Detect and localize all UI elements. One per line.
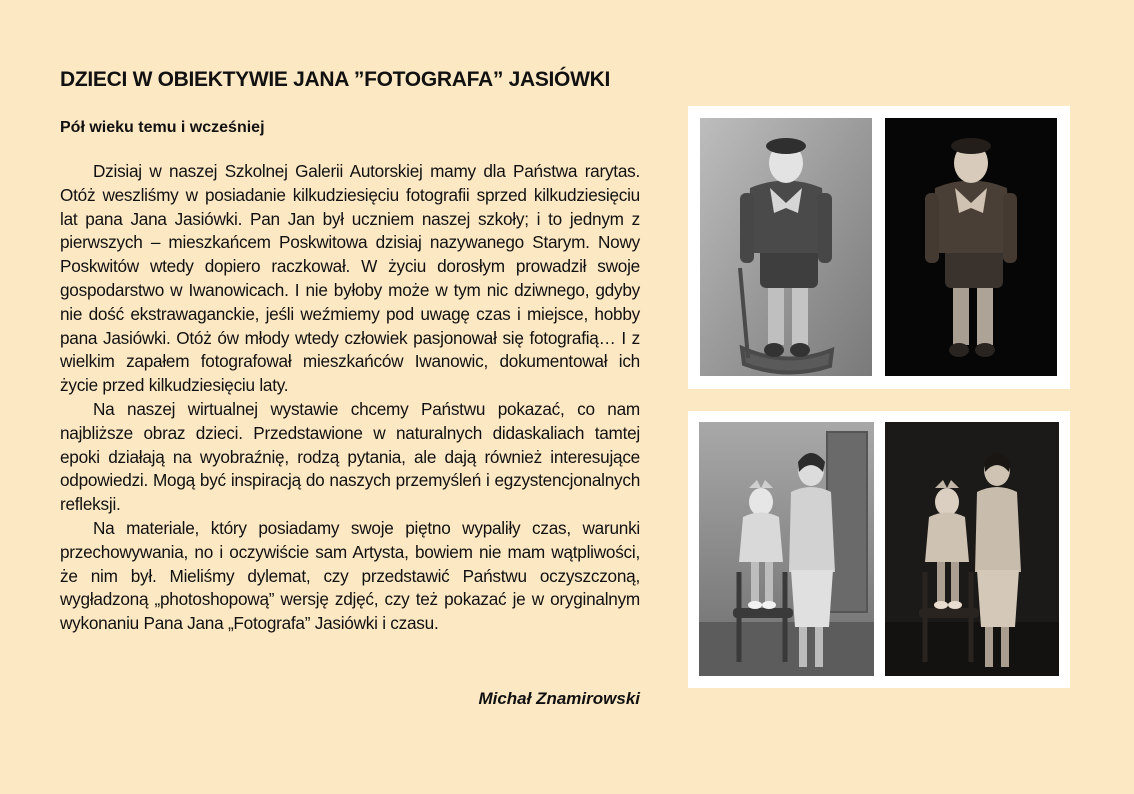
photo-girl-mother-restored [885, 422, 1059, 676]
photo-boy-original [700, 118, 872, 376]
paragraph: Dzisiaj w naszej Szkolnej Galerii Autorskiej mamy dla Państwa rarytas. Otóż weszliśmy w posiadanie kilkudziesięciu fotografii sprzed kilkudziesięciu lat pana Jana Jasiówki. Pan Jan był uczniem naszej szkoły; i to jednym z pierwszych – mieszkańcem Poskwitowa dzisiaj nazywanego Starym. Nowy Poskwitów wtedy dopiero raczkował. W życiu dorosłym prowadził swoje gospodarstwo w Iwanowicach. I nie byłoby może w tym nic dziwnego, gdyby nie dość ekstrawaganckie, jeśli weźmiemy pod uwagę czas i miejsce, hobby pana Jasiówki. Otóż ów młody wtedy człowiek pasjonował się fotografią… I z wielkim zapałem fotografował mieszkańców Iwanowic, dokumentował ich życie przed kilkudziesięciu laty. [60, 161, 640, 396]
photo-frame-girl-mother [688, 411, 1070, 688]
page-subtitle: Pół wieku temu i wcześniej [60, 119, 265, 136]
photo-girl-mother-original [699, 422, 874, 676]
paragraph: Na naszej wirtualnej wystawie chcemy Państwu pokazać, co nam najbliższe obraz dzieci. Przedstawione w naturalnych didaskaliach tamtej epoki działają na wyobraźnię, rodzą pytania, ale dają również interesujące odpowiedzi. Mogą być inspiracją do naszych przemyśleń i egzystencjonalnych refleksji. [60, 398, 640, 515]
photo-frame-boy [688, 106, 1070, 389]
article-body [60, 160, 640, 636]
page-title: DZIECI W OBIEKTYWIE JANA ”FOTOGRAFA” JASIÓWKI [60, 68, 611, 91]
paragraph: Na materiale, który posiadamy swoje piętno wypaliły czas, warunki przechowywania, no i oczywiście sam Artysta, bowiem nie mam wątpliwości, że nim był. Mieliśmy dylemat, czy przedstawić Państwu oczyszczoną, wygładzoną „photoshopową” wersję zdjęć, czy też pokazać je w oryginalnym wykonaniu Pana Jana „Fotografa” Jasiówki i czasu. [60, 517, 640, 634]
author-signature: Michał Znamirowski [478, 689, 640, 708]
photo-boy-restored [885, 118, 1057, 376]
